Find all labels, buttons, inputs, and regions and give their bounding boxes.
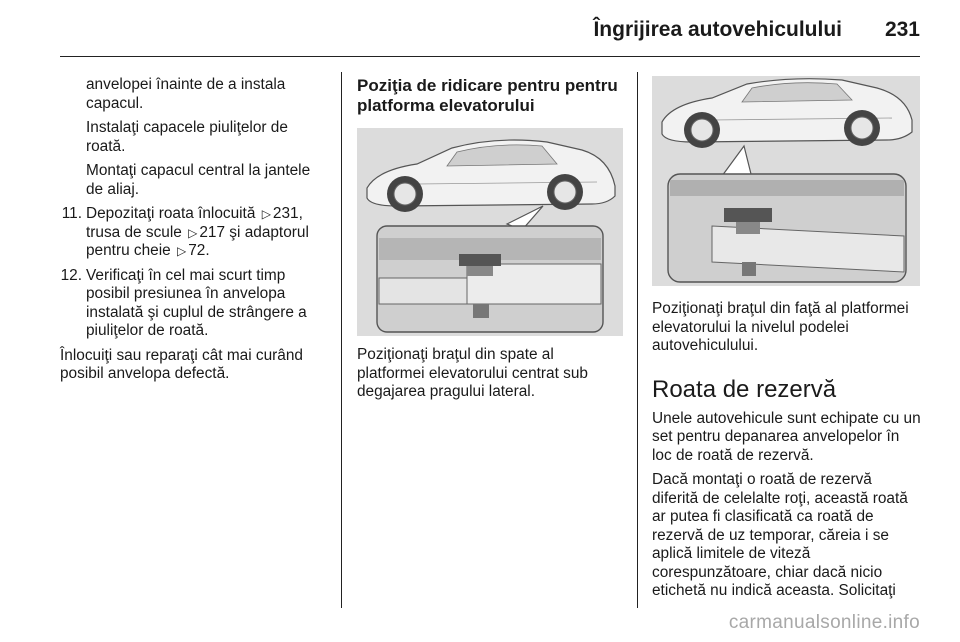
column-left [60, 76, 328, 390]
list-item [60, 267, 328, 341]
column-divider [341, 72, 342, 608]
page-ref-link[interactable]: 72 [188, 242, 206, 259]
arrow-right-outline-icon: ▷ [261, 207, 271, 221]
figure-caption: Poziţionaţi braţul din spate al platformei elevatorului centrat sub degajarea pragului lateral. [357, 346, 588, 400]
list-number: 12. [60, 266, 82, 284]
section-heading: Roata de rezervă [652, 375, 837, 403]
paragraph: Instalaţi capacele piuliţelor de roată. [86, 119, 288, 155]
arrow-right-outline-icon: ▷ [177, 244, 187, 258]
list-item [60, 205, 328, 261]
header-divider [60, 56, 920, 57]
arrow-right-outline-icon: ▷ [188, 225, 198, 240]
column-divider [637, 72, 638, 608]
front-lift-point-figure [652, 76, 920, 286]
paragraph: Montaţi capacul central la jantele de aliaj. [86, 162, 311, 198]
figure-caption: Poziţionaţi braţul din faţă al platformei elevatorului la nivelul podelei autovehiculului. [652, 300, 909, 354]
watermark: carmanualsonline.info [728, 612, 920, 633]
paragraph: Dacă montaţi o roată de rezervă diferită de celelalte roţi, această roată ar putea fi clasificată ca roată de rezervă de uz temporar, căreia i se aplică limitele de viteză corespunzătoare, chiar dacă nicio etichetă nu indică aceasta. Solicitaţi [652, 471, 908, 599]
page-number: 231 [884, 18, 920, 41]
column-right [652, 76, 922, 607]
page-ref-link[interactable]: 231 [272, 205, 299, 222]
list-text: Verificaţi în cel mai scurt timp posibil presiunea în anvelopa instalată şi cuplul de strângere a piuliţelor de roată. [86, 266, 307, 339]
page-ref-link[interactable]: 217 [199, 223, 226, 241]
list-number: 11. [61, 205, 82, 222]
list-text: Depozitaţi roata înlocuită [86, 205, 256, 222]
section-heading: Poziţia de ridicare pentru pentru platforma elevatorului [357, 76, 618, 115]
rear-lift-point-figure [357, 128, 623, 336]
page-header [0, 0, 960, 60]
list-text: şi adaptorul pentru cheie [86, 223, 309, 259]
chapter-title: Îngrijirea autovehiculului [593, 18, 842, 41]
paragraph: anvelopei înainte de a instala capacul. [86, 76, 286, 112]
paragraph: Înlocuiţi sau reparaţi cât mai curând posibil anvelopa defectă. [60, 346, 303, 382]
paragraph: Unele autovehicule sunt echipate cu un set pentru depanarea anvelopelor în loc de roată de rezervă. [652, 409, 921, 464]
list-text: , trusa de scule [86, 205, 303, 241]
column-middle [357, 76, 623, 408]
list-text: . [205, 242, 210, 259]
